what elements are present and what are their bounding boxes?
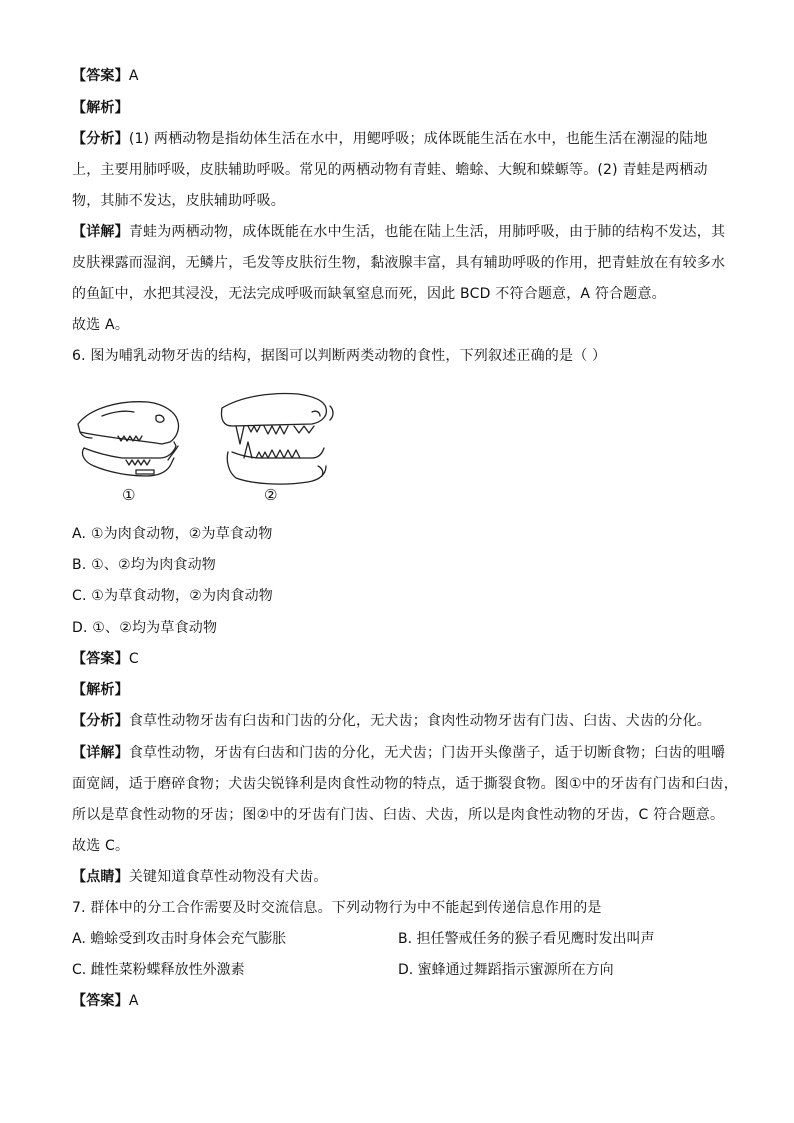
figure-label-2: ② xyxy=(264,486,278,504)
q6-option-c: C. ①为草食动物，②为肉食动物 xyxy=(72,588,273,604)
answer-value: A xyxy=(128,993,139,1009)
teeth-figure-svg xyxy=(72,386,342,506)
carnivore-skull-drawing xyxy=(221,394,333,485)
analysis-tag: 【解析】 xyxy=(72,682,129,698)
fenxi-line-2: 上，主要用肺呼吸，皮肤辅助呼吸。常见的两栖动物有青蛙、蟾蜍、大鲵和蝾螈等。(2) 青蛙是两栖动 xyxy=(72,162,708,178)
xiangjie-text: 食草性动物，牙齿有臼齿和门齿的分化，无犬齿；门齿开头像凿子，适于切断食物；臼齿的咀嚼 xyxy=(128,745,726,761)
fenxi-line-3: 物，其肺不发达，皮肤辅助呼吸。 xyxy=(72,193,285,209)
herbivore-skull-drawing xyxy=(78,402,179,476)
answer-value: C xyxy=(128,651,139,667)
q7-stem: 7. 群体中的分工合作需要及时交流信息。下列动物行为中不能起到传递信息作用的是 xyxy=(72,900,602,916)
conclusion-1: 故选 A。 xyxy=(72,317,130,333)
xiangjie-line-3: 的鱼缸中，水把其浸没，无法完成呼吸而缺氧窒息而死，因此 BCD 不符合题意，A 符合题意。 xyxy=(72,286,666,302)
figure-label-1: ① xyxy=(122,486,136,504)
q7-option-c: C. 雌性菜粉蝶释放性外激素 xyxy=(72,962,245,978)
answer-line-2 xyxy=(72,649,139,669)
teeth-figure xyxy=(72,386,342,506)
answer-tag: 【答案】 xyxy=(72,68,129,84)
answer-line-1 xyxy=(72,66,139,86)
fenxi-tag: 【分析】 xyxy=(72,713,129,729)
q6-option-b: B. ①、②均为肉食动物 xyxy=(72,557,217,573)
answer-tag: 【答案】 xyxy=(72,993,129,1009)
answer-line-3 xyxy=(72,991,139,1011)
q7-option-a: A. 蟾蜍受到攻击时身体会充气膨胀 xyxy=(72,931,287,947)
xiangjie-line-1 xyxy=(72,222,725,242)
fenxi-text: (1) 两栖动物是指幼体生活在水中，用鳃呼吸；成体既能生活在水中，也能生活在潮湿的陆地 xyxy=(128,131,708,147)
q6-xiangjie-line-3: 所以是草食性动物的牙齿；图②中的牙齿有门齿、臼齿、犬齿，所以是肉食性动物的牙齿，C 符合题意。 xyxy=(72,807,725,823)
q6-option-a: A. ①为肉食动物，②为草食动物 xyxy=(72,526,273,542)
xiangjie-tag: 【详解】 xyxy=(72,224,129,240)
q6-option-d: D. ①、②均为草食动物 xyxy=(72,620,218,636)
q6-fenxi-line xyxy=(72,711,711,731)
xiangjie-line-2: 皮肤裸露而湿润，无鳞片，毛发等皮肤衍生物，黏液腺丰富，具有辅助呼吸的作用，把青蛙放在有较多水 xyxy=(72,255,726,271)
answer-tag: 【答案】 xyxy=(72,651,129,667)
q6-stem: 6. 图为哺乳动物牙齿的结构，据图可以判断两类动物的食性，下列叙述正确的是（ ） xyxy=(72,348,607,364)
analysis-tag: 【解析】 xyxy=(72,100,129,116)
q7-option-b: B. 担任警戒任务的猴子看见鹰时发出叫声 xyxy=(398,931,655,947)
dianjing-line xyxy=(72,867,328,887)
fenxi-line-1 xyxy=(72,129,708,149)
fenxi-text: 食草性动物牙齿有臼齿和门齿的分化，无犬齿；食肉性动物牙齿有门齿、臼齿、犬齿的分化。 xyxy=(128,713,712,729)
xiangjie-text: 青蛙为两栖动物，成体既能在水中生活，也能在陆上生活，用肺呼吸，由于肺的结构不发达，其 xyxy=(128,224,726,240)
answer-value: A xyxy=(128,68,139,84)
q6-xiangjie-line-2: 面宽阔，适于磨碎食物；犬齿尖锐锋利是肉食性动物的特点，适于撕裂食物。图①中的牙齿有门齿和臼齿， xyxy=(72,776,738,792)
xiangjie-tag: 【详解】 xyxy=(72,745,129,761)
conclusion-2: 故选 C。 xyxy=(72,838,130,854)
q6-xiangjie-line-1 xyxy=(72,743,725,763)
dianjing-tag: 【点睛】 xyxy=(72,869,129,885)
fenxi-tag: 【分析】 xyxy=(72,131,129,147)
q7-option-d: D. 蜜蜂通过舞蹈指示蜜源所在方向 xyxy=(398,962,614,978)
dianjing-text: 关键知道食草性动物没有犬齿。 xyxy=(128,869,328,885)
